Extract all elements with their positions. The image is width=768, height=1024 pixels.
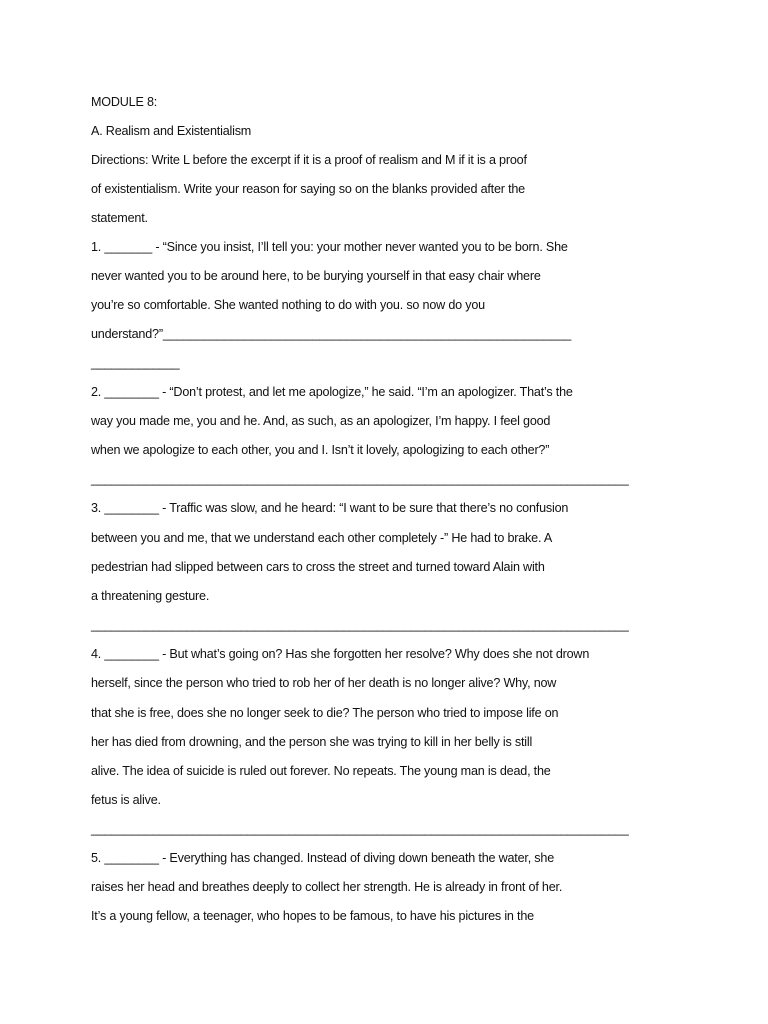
directions-line: Directions: Write L before the excerpt if it is a proof of realism and M if it is a proof xyxy=(91,153,527,167)
item-3-answer-blank: _______________________________________________________________________________ xyxy=(91,618,629,632)
item-1-answer-blank: _____________ xyxy=(91,356,180,370)
directions-line: of existentialism. Write your reason for saying so on the blanks provided after the xyxy=(91,182,525,196)
directions-line: statement. xyxy=(91,211,148,225)
item-2-text: way you made me, you and he. And, as such, as an apologizer, I’m happy. I feel good xyxy=(91,414,551,428)
item-2-text: 2. ________ - “Don’t protest, and let me apologize,” he said. “I’m an apologizer. That’s the xyxy=(91,385,573,399)
item-4-text: herself, since the person who tried to rob her of her death is no longer alive? Why, now xyxy=(91,676,557,690)
item-4-text: alive. The idea of suicide is ruled out forever. No repeats. The young man is dead, the xyxy=(91,764,551,778)
item-2-text: when we apologize to each other, you and I. Isn’t it lovely, apologizing to each other?” xyxy=(91,443,550,457)
item-4-text: her has died from drowning, and the person she was trying to kill in her belly is still xyxy=(91,735,533,749)
item-2-answer-blank: _______________________________________________________________________________ xyxy=(91,472,629,486)
item-4-text: that she is free, does she no longer seek to die? The person who tried to impose life on xyxy=(91,706,559,720)
item-1-answer-blank: understand?”____________________________________________________________ xyxy=(91,327,572,341)
module-title: MODULE 8: xyxy=(91,95,158,109)
item-1-text: never wanted you to be around here, to be burying yourself in that easy chair where xyxy=(91,269,541,283)
item-1-text: you’re so comfortable. She wanted nothing to do with you. so now do you xyxy=(91,298,485,312)
item-3-text: 3. ________ - Traffic was slow, and he heard: “I want to be sure that there’s no confusion xyxy=(91,501,569,515)
item-4-text: 4. ________ - But what’s going on? Has she forgotten her resolve? Why does she not drown xyxy=(91,647,590,661)
section-heading: A. Realism and Existentialism xyxy=(91,124,252,138)
item-5-text: 5. ________ - Everything has changed. Instead of diving down beneath the water, she xyxy=(91,851,555,865)
item-5-text: raises her head and breathes deeply to collect her strength. He is already in front of her. xyxy=(91,880,563,894)
item-5-text: It’s a young fellow, a teenager, who hopes to be famous, to have his pictures in the xyxy=(91,909,534,923)
item-1-text: 1. _______ - “Since you insist, I’ll tell you: your mother never wanted you to be born. She xyxy=(91,240,568,254)
item-3-text: between you and me, that we understand each other completely -” He had to brake. A xyxy=(91,531,553,545)
item-4-answer-blank: _______________________________________________________________________________ xyxy=(91,822,629,836)
item-4-text: fetus is alive. xyxy=(91,793,161,807)
item-3-text: pedestrian had slipped between cars to cross the street and turned toward Alain with xyxy=(91,560,545,574)
item-3-text: a threatening gesture. xyxy=(91,589,210,603)
